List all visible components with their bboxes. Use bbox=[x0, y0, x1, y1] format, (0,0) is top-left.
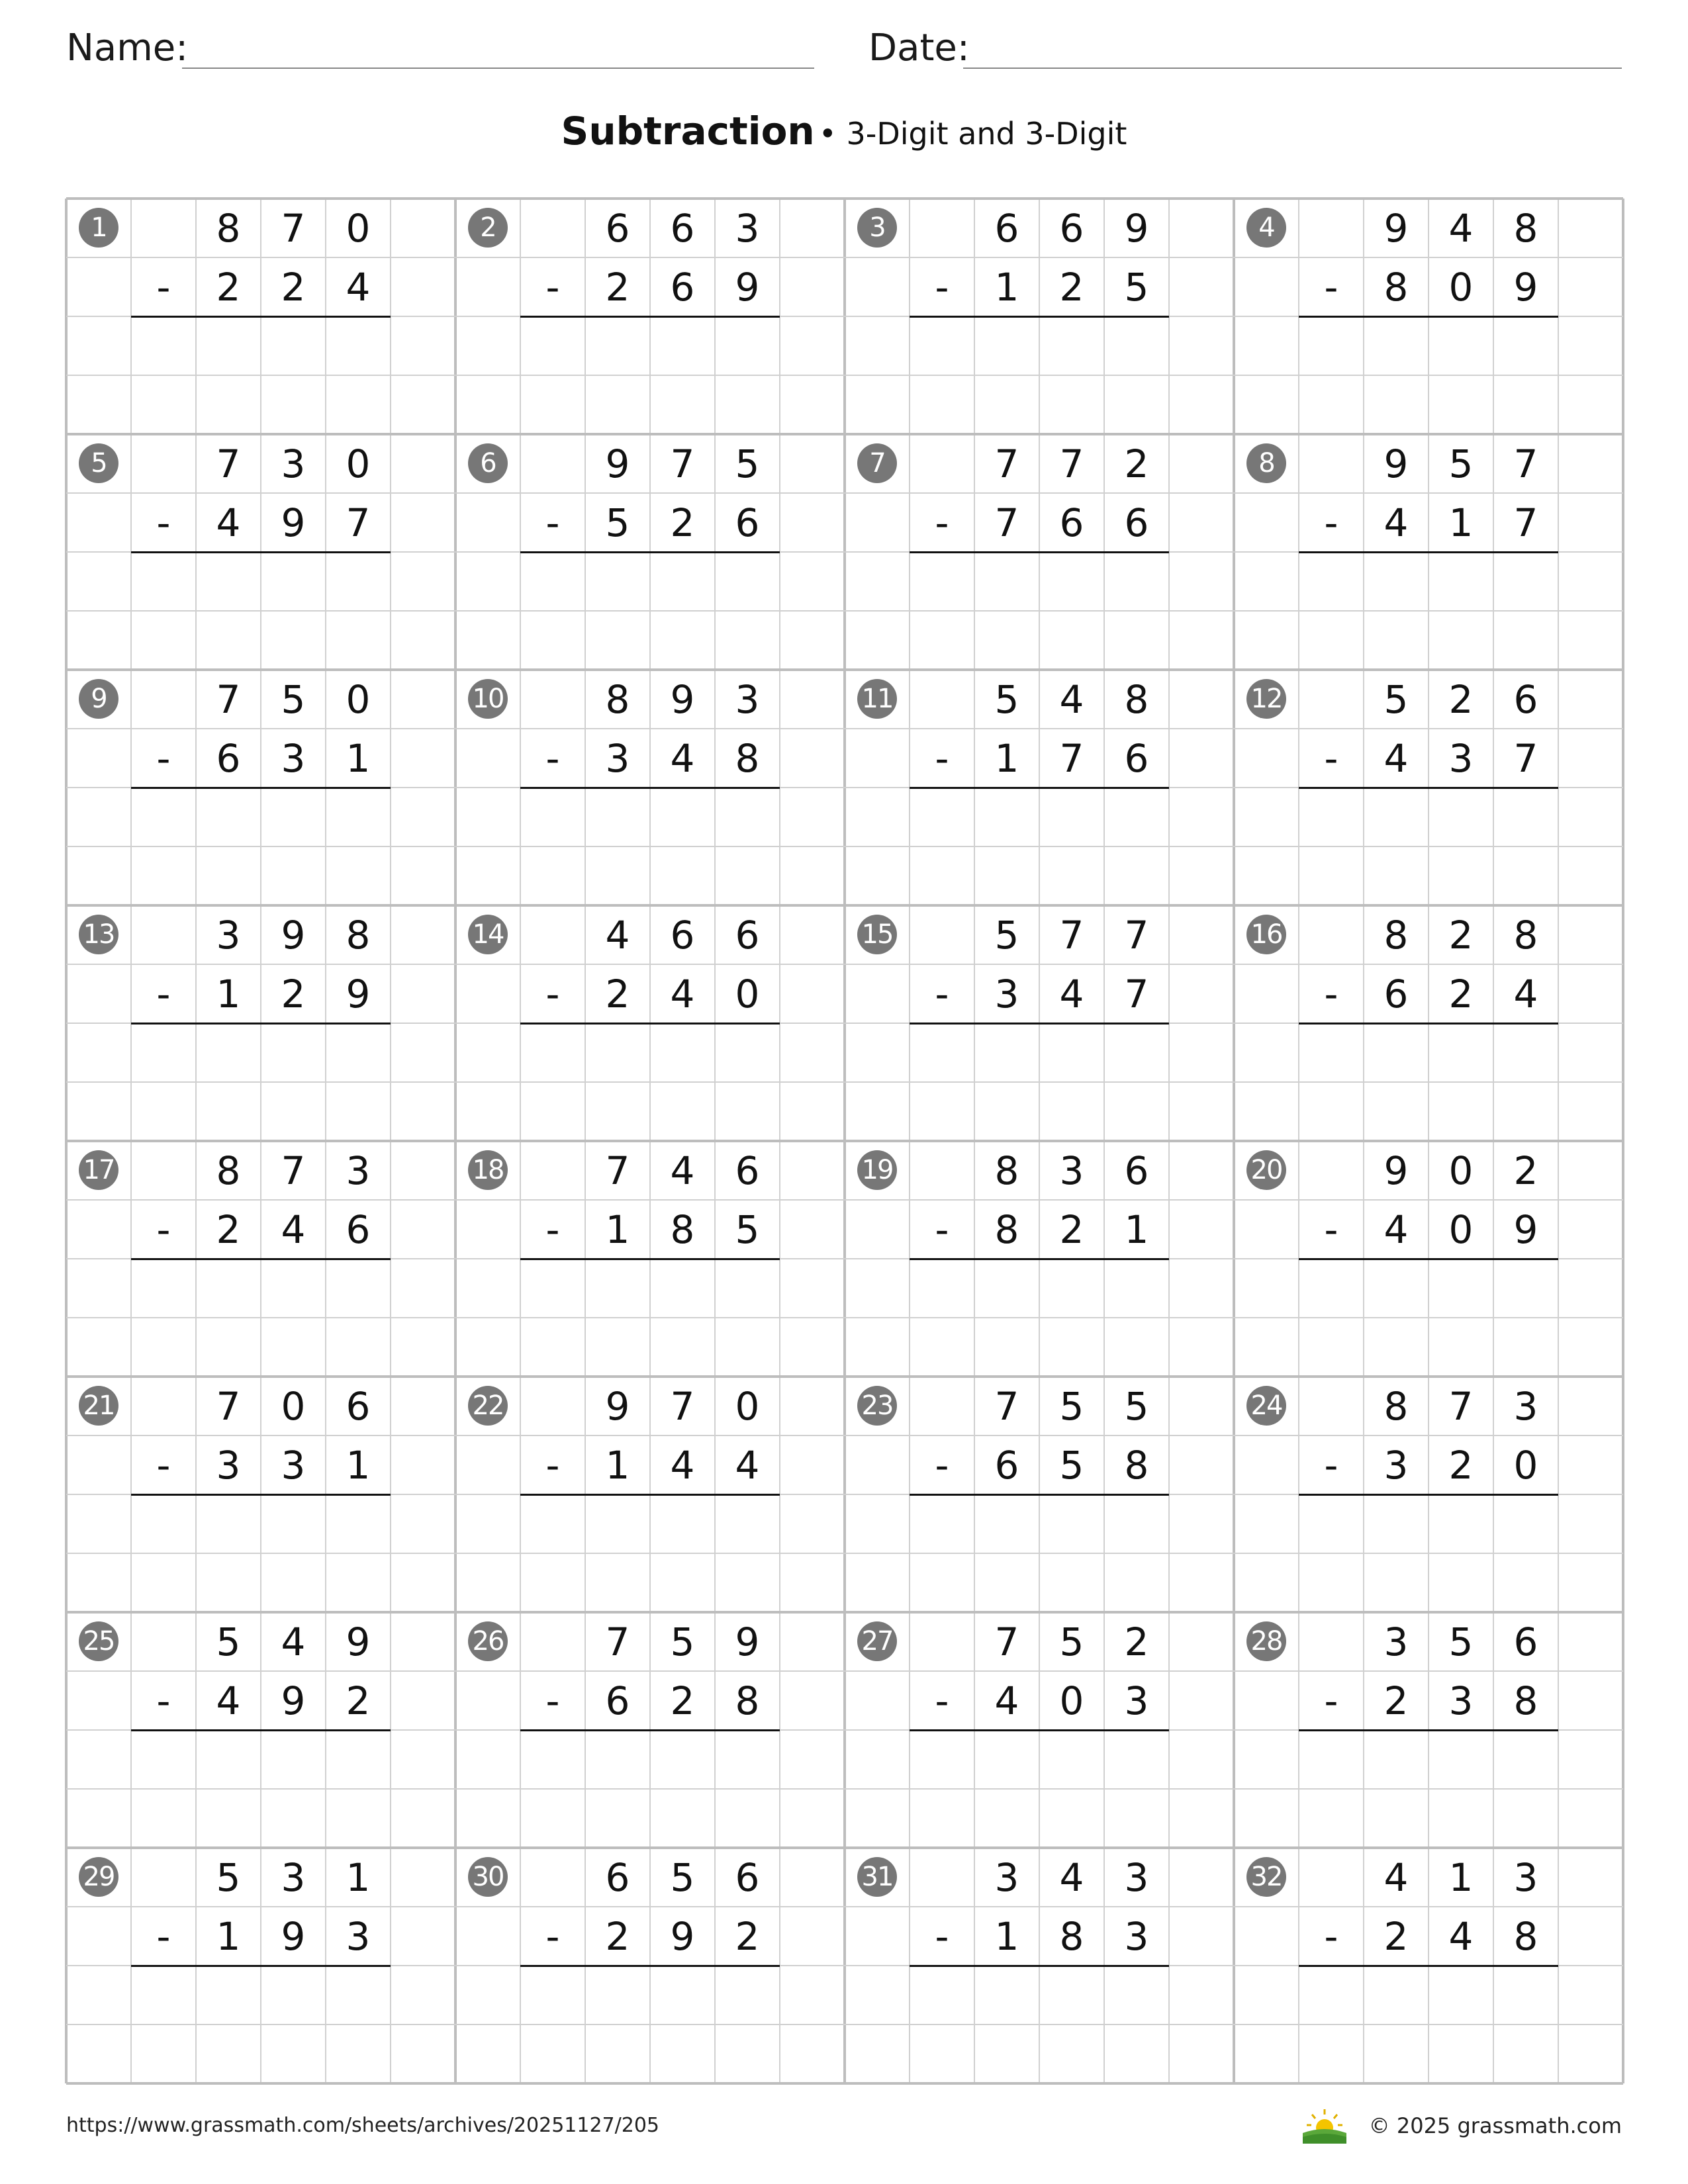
minuend-digit: 6 bbox=[994, 205, 1019, 251]
subtrahend-digit: 5 bbox=[1059, 1442, 1084, 1488]
subtrahend-digit: 5 bbox=[1124, 264, 1149, 310]
subtrahend-digit: 6 bbox=[1059, 500, 1084, 545]
subtrahend-digit: 0 bbox=[1513, 1442, 1538, 1488]
minuend-digit: 3 bbox=[735, 205, 760, 251]
subtrahend-digit: 7 bbox=[1513, 500, 1538, 545]
minus-sign: - bbox=[935, 1678, 949, 1723]
subtrahend-digit: 3 bbox=[1383, 1442, 1409, 1488]
minus-sign: - bbox=[545, 1678, 560, 1723]
subtrahend-digit: 9 bbox=[281, 1678, 306, 1723]
subtrahend-digit: 4 bbox=[735, 1442, 760, 1488]
problem-number-badge: 20 bbox=[1246, 1150, 1286, 1190]
minuend-digit: 7 bbox=[605, 1619, 630, 1664]
minuend-digit: 5 bbox=[670, 1619, 695, 1664]
subtrahend-digit: 0 bbox=[1448, 1206, 1474, 1252]
minus-sign: - bbox=[935, 1206, 949, 1252]
subtrahend-digit: 0 bbox=[735, 971, 760, 1017]
subtrahend-digit: 2 bbox=[670, 500, 695, 545]
minuend-digit: 7 bbox=[994, 441, 1019, 486]
subtrahend-digit: 1 bbox=[994, 735, 1019, 781]
minus-sign: - bbox=[935, 500, 949, 545]
date-label: Date: bbox=[868, 26, 970, 69]
minuend-digit: 9 bbox=[735, 1619, 760, 1664]
minus-sign: - bbox=[545, 264, 560, 310]
subtrahend-digit: 6 bbox=[216, 735, 241, 781]
title-subtitle: • 3-Digit and 3-Digit bbox=[818, 116, 1127, 152]
subtrahend-digit: 1 bbox=[994, 264, 1019, 310]
answer-line bbox=[1299, 1729, 1558, 1731]
minuend-digit: 1 bbox=[1448, 1854, 1474, 1900]
minus-sign: - bbox=[545, 1442, 560, 1488]
subtrahend-digit: 5 bbox=[605, 500, 630, 545]
minuend-digit: 5 bbox=[1059, 1619, 1084, 1664]
answer-line bbox=[131, 1494, 391, 1496]
subtrahend-digit: 8 bbox=[994, 1206, 1019, 1252]
minuend-digit: 6 bbox=[346, 1383, 371, 1429]
minuend-digit: 8 bbox=[346, 912, 371, 958]
minuend-digit: 4 bbox=[1383, 1854, 1409, 1900]
answer-line bbox=[910, 1965, 1169, 1967]
answer-line bbox=[910, 787, 1169, 789]
subtrahend-digit: 4 bbox=[1059, 971, 1084, 1017]
subtrahend-digit: 9 bbox=[670, 1913, 695, 1959]
subtrahend-digit: 2 bbox=[1059, 264, 1084, 310]
subtrahend-digit: 1 bbox=[1448, 500, 1474, 545]
problem-number-badge: 15 bbox=[857, 915, 897, 954]
subtrahend-digit: 9 bbox=[281, 500, 306, 545]
minuend-digit: 3 bbox=[1059, 1148, 1084, 1193]
subtrahend-digit: 4 bbox=[670, 971, 695, 1017]
subtrahend-digit: 6 bbox=[735, 500, 760, 545]
subtrahend-digit: 2 bbox=[1059, 1206, 1084, 1252]
subtrahend-digit: 7 bbox=[1124, 971, 1149, 1017]
minuend-digit: 4 bbox=[281, 1619, 306, 1664]
problem-number-badge: 6 bbox=[468, 443, 508, 483]
subtrahend-digit: 2 bbox=[281, 971, 306, 1017]
minuend-digit: 5 bbox=[216, 1854, 241, 1900]
problem-number-badge: 29 bbox=[79, 1857, 118, 1897]
minuend-digit: 2 bbox=[1124, 441, 1149, 486]
problem-number-badge: 8 bbox=[1246, 443, 1286, 483]
answer-line bbox=[131, 1023, 391, 1024]
subtrahend-digit: 4 bbox=[670, 735, 695, 781]
problem-number-badge: 23 bbox=[857, 1386, 897, 1426]
minuend-digit: 5 bbox=[1448, 1619, 1474, 1664]
subtrahend-digit: 8 bbox=[735, 1678, 760, 1723]
subtrahend-digit: 2 bbox=[605, 1913, 630, 1959]
minuend-digit: 5 bbox=[1124, 1383, 1149, 1429]
minus-sign: - bbox=[1324, 735, 1338, 781]
minus-sign: - bbox=[1324, 971, 1338, 1017]
minuend-digit: 6 bbox=[735, 1148, 760, 1193]
problem-number-badge: 14 bbox=[468, 915, 508, 954]
subtrahend-digit: 2 bbox=[605, 971, 630, 1017]
answer-line bbox=[520, 551, 780, 553]
minuend-digit: 6 bbox=[1059, 205, 1084, 251]
answer-line bbox=[910, 1023, 1169, 1024]
subtrahend-digit: 3 bbox=[346, 1913, 371, 1959]
problem-number-badge: 31 bbox=[857, 1857, 897, 1897]
minus-sign: - bbox=[935, 1442, 949, 1488]
minuend-digit: 7 bbox=[670, 1383, 695, 1429]
subtrahend-digit: 8 bbox=[1059, 1913, 1084, 1959]
minuend-digit: 5 bbox=[735, 441, 760, 486]
subtrahend-digit: 7 bbox=[346, 500, 371, 545]
minuend-digit: 3 bbox=[1513, 1854, 1538, 1900]
minuend-digit: 7 bbox=[1059, 912, 1084, 958]
minuend-digit: 8 bbox=[1383, 912, 1409, 958]
subtrahend-digit: 2 bbox=[670, 1678, 695, 1723]
minus-sign: - bbox=[156, 500, 171, 545]
problem-number-badge: 13 bbox=[79, 915, 118, 954]
minuend-digit: 6 bbox=[605, 205, 630, 251]
minuend-digit: 0 bbox=[346, 441, 371, 486]
minuend-digit: 0 bbox=[735, 1383, 760, 1429]
minuend-digit: 8 bbox=[1383, 1383, 1409, 1429]
minus-sign: - bbox=[935, 1913, 949, 1959]
minuend-digit: 7 bbox=[281, 205, 306, 251]
minuend-digit: 3 bbox=[1124, 1854, 1149, 1900]
answer-line bbox=[520, 1258, 780, 1260]
answer-line bbox=[131, 1965, 391, 1967]
problem-number-badge: 30 bbox=[468, 1857, 508, 1897]
subtrahend-digit: 5 bbox=[735, 1206, 760, 1252]
minus-sign: - bbox=[545, 500, 560, 545]
answer-line bbox=[520, 1023, 780, 1024]
minuend-digit: 9 bbox=[1383, 441, 1409, 486]
footer-brand bbox=[1301, 2108, 1622, 2144]
minuend-digit: 4 bbox=[1059, 676, 1084, 722]
problem-number-badge: 32 bbox=[1246, 1857, 1286, 1897]
minuend-digit: 8 bbox=[216, 205, 241, 251]
answer-line bbox=[131, 787, 391, 789]
minuend-digit: 8 bbox=[605, 676, 630, 722]
minuend-digit: 2 bbox=[1124, 1619, 1149, 1664]
subtrahend-digit: 2 bbox=[346, 1678, 371, 1723]
subtrahend-digit: 6 bbox=[605, 1678, 630, 1723]
minuend-digit: 6 bbox=[735, 912, 760, 958]
minus-sign: - bbox=[156, 1442, 171, 1488]
subtrahend-digit: 2 bbox=[1383, 1913, 1409, 1959]
subtrahend-digit: 4 bbox=[216, 500, 241, 545]
subtrahend-digit: 1 bbox=[605, 1442, 630, 1488]
answer-line bbox=[520, 1494, 780, 1496]
minuend-digit: 6 bbox=[670, 205, 695, 251]
problem-number-badge: 28 bbox=[1246, 1621, 1286, 1661]
answer-line bbox=[131, 316, 391, 318]
minuend-digit: 6 bbox=[605, 1854, 630, 1900]
problem-number-badge: 18 bbox=[468, 1150, 508, 1190]
minuend-digit: 0 bbox=[346, 676, 371, 722]
minus-sign: - bbox=[1324, 264, 1338, 310]
subtrahend-digit: 8 bbox=[1513, 1678, 1538, 1723]
minuend-digit: 9 bbox=[605, 1383, 630, 1429]
minuend-digit: 4 bbox=[1059, 1854, 1084, 1900]
minuend-digit: 9 bbox=[1383, 1148, 1409, 1193]
answer-line bbox=[1299, 1494, 1558, 1496]
subtrahend-digit: 4 bbox=[1448, 1913, 1474, 1959]
minuend-digit: 0 bbox=[346, 205, 371, 251]
subtrahend-digit: 8 bbox=[735, 735, 760, 781]
minus-sign: - bbox=[156, 264, 171, 310]
minuend-digit: 3 bbox=[281, 1854, 306, 1900]
minuend-digit: 8 bbox=[994, 1148, 1019, 1193]
answer-line bbox=[910, 1494, 1169, 1496]
minuend-digit: 0 bbox=[281, 1383, 306, 1429]
subtrahend-digit: 4 bbox=[216, 1678, 241, 1723]
problem-number-badge: 11 bbox=[857, 679, 897, 719]
sun-over-grass-icon bbox=[1301, 2108, 1348, 2144]
problem-number-badge: 3 bbox=[857, 208, 897, 248]
answer-line bbox=[910, 316, 1169, 318]
subtrahend-digit: 6 bbox=[1124, 735, 1149, 781]
minus-sign: - bbox=[935, 735, 949, 781]
answer-line bbox=[1299, 787, 1558, 789]
subtrahend-digit: 9 bbox=[735, 264, 760, 310]
answer-line bbox=[520, 1965, 780, 1967]
minuend-digit: 5 bbox=[281, 676, 306, 722]
subtrahend-digit: 6 bbox=[346, 1206, 371, 1252]
minuend-digit: 2 bbox=[1513, 1148, 1538, 1193]
subtrahend-digit: 2 bbox=[1448, 1442, 1474, 1488]
subtrahend-digit: 9 bbox=[346, 971, 371, 1017]
minuend-digit: 9 bbox=[670, 676, 695, 722]
answer-line bbox=[910, 551, 1169, 553]
answer-line bbox=[910, 1258, 1169, 1260]
subtrahend-digit: 3 bbox=[281, 1442, 306, 1488]
answer-line bbox=[520, 787, 780, 789]
answer-line bbox=[131, 1729, 391, 1731]
footer-url: https://www.grassmath.com/sheets/archives/20251127/205 bbox=[66, 2114, 660, 2137]
minuend-digit: 9 bbox=[1383, 205, 1409, 251]
minuend-digit: 6 bbox=[735, 1854, 760, 1900]
minuend-digit: 7 bbox=[1513, 441, 1538, 486]
subtrahend-digit: 3 bbox=[1124, 1678, 1149, 1723]
title-main: Subtraction bbox=[561, 109, 815, 154]
problem-number-badge: 16 bbox=[1246, 915, 1286, 954]
minuend-digit: 7 bbox=[670, 441, 695, 486]
answer-line bbox=[131, 551, 391, 553]
minus-sign: - bbox=[935, 971, 949, 1017]
minuend-digit: 7 bbox=[994, 1383, 1019, 1429]
minuend-digit: 4 bbox=[1448, 205, 1474, 251]
subtrahend-digit: 8 bbox=[670, 1206, 695, 1252]
problem-number-badge: 22 bbox=[468, 1386, 508, 1426]
subtrahend-digit: 4 bbox=[1513, 971, 1538, 1017]
minuend-digit: 9 bbox=[1124, 205, 1149, 251]
answer-line bbox=[131, 1258, 391, 1260]
subtrahend-digit: 7 bbox=[994, 500, 1019, 545]
subtrahend-digit: 1 bbox=[346, 735, 371, 781]
minuend-digit: 7 bbox=[994, 1619, 1019, 1664]
answer-line bbox=[520, 316, 780, 318]
minuend-digit: 3 bbox=[1383, 1619, 1409, 1664]
subtrahend-digit: 0 bbox=[1059, 1678, 1084, 1723]
minus-sign: - bbox=[1324, 1678, 1338, 1723]
subtrahend-digit: 2 bbox=[1448, 971, 1474, 1017]
problem-number-badge: 21 bbox=[79, 1386, 118, 1426]
subtrahend-digit: 9 bbox=[1513, 264, 1538, 310]
subtrahend-digit: 2 bbox=[216, 264, 241, 310]
subtrahend-digit: 8 bbox=[1383, 264, 1409, 310]
subtrahend-digit: 3 bbox=[281, 735, 306, 781]
problem-number-badge: 7 bbox=[857, 443, 897, 483]
subtrahend-digit: 6 bbox=[1124, 500, 1149, 545]
subtrahend-digit: 0 bbox=[1448, 264, 1474, 310]
problem-number-badge: 27 bbox=[857, 1621, 897, 1661]
minuend-digit: 4 bbox=[605, 912, 630, 958]
minuend-digit: 5 bbox=[216, 1619, 241, 1664]
minus-sign: - bbox=[156, 1913, 171, 1959]
answer-line bbox=[910, 1729, 1169, 1731]
subtrahend-digit: 4 bbox=[1383, 1206, 1409, 1252]
subtrahend-digit: 2 bbox=[605, 264, 630, 310]
subtrahend-digit: 3 bbox=[216, 1442, 241, 1488]
problem-number-badge: 25 bbox=[79, 1621, 118, 1661]
name-label: Name: bbox=[66, 26, 189, 69]
subtrahend-digit: 8 bbox=[1124, 1442, 1149, 1488]
minus-sign: - bbox=[156, 1206, 171, 1252]
subtrahend-digit: 6 bbox=[994, 1442, 1019, 1488]
problem-number-badge: 24 bbox=[1246, 1386, 1286, 1426]
minuend-digit: 0 bbox=[1448, 1148, 1474, 1193]
minus-sign: - bbox=[545, 1913, 560, 1959]
answer-line bbox=[520, 1729, 780, 1731]
subtrahend-digit: 1 bbox=[216, 1913, 241, 1959]
subtrahend-digit: 9 bbox=[281, 1913, 306, 1959]
subtrahend-digit: 4 bbox=[1383, 500, 1409, 545]
minus-sign: - bbox=[545, 1206, 560, 1252]
subtrahend-digit: 6 bbox=[1383, 971, 1409, 1017]
minuend-digit: 6 bbox=[1513, 676, 1538, 722]
subtrahend-digit: 2 bbox=[735, 1913, 760, 1959]
minuend-digit: 6 bbox=[1513, 1619, 1538, 1664]
minuend-digit: 7 bbox=[1448, 1383, 1474, 1429]
subtrahend-digit: 1 bbox=[1124, 1206, 1149, 1252]
minus-sign: - bbox=[545, 735, 560, 781]
minuend-digit: 8 bbox=[1513, 912, 1538, 958]
subtrahend-digit: 9 bbox=[1513, 1206, 1538, 1252]
minuend-digit: 6 bbox=[670, 912, 695, 958]
minuend-digit: 9 bbox=[605, 441, 630, 486]
subtrahend-digit: 2 bbox=[281, 264, 306, 310]
subtrahend-digit: 4 bbox=[994, 1678, 1019, 1723]
problem-number-badge: 5 bbox=[79, 443, 118, 483]
minuend-digit: 7 bbox=[605, 1148, 630, 1193]
subtrahend-digit: 2 bbox=[216, 1206, 241, 1252]
subtrahend-digit: 8 bbox=[1513, 1913, 1538, 1959]
subtrahend-digit: 4 bbox=[670, 1442, 695, 1488]
problem-number-badge: 26 bbox=[468, 1621, 508, 1661]
subtrahend-digit: 1 bbox=[216, 971, 241, 1017]
problem-number-badge: 2 bbox=[468, 208, 508, 248]
minus-sign: - bbox=[1324, 1442, 1338, 1488]
minuend-digit: 7 bbox=[1059, 441, 1084, 486]
answer-line bbox=[1299, 316, 1558, 318]
subtrahend-digit: 4 bbox=[1383, 735, 1409, 781]
problem-number-badge: 17 bbox=[79, 1150, 118, 1190]
problem-number-badge: 9 bbox=[79, 679, 118, 719]
minuend-digit: 8 bbox=[1513, 205, 1538, 251]
subtrahend-digit: 4 bbox=[346, 264, 371, 310]
minuend-digit: 5 bbox=[1383, 676, 1409, 722]
minuend-digit: 4 bbox=[670, 1148, 695, 1193]
subtrahend-digit: 3 bbox=[1448, 1678, 1474, 1723]
subtrahend-digit: 1 bbox=[346, 1442, 371, 1488]
subtrahend-digit: 7 bbox=[1059, 735, 1084, 781]
subtrahend-digit: 3 bbox=[1124, 1913, 1149, 1959]
minuend-digit: 5 bbox=[994, 676, 1019, 722]
subtrahend-digit: 3 bbox=[994, 971, 1019, 1017]
minuend-digit: 3 bbox=[735, 676, 760, 722]
minuend-digit: 3 bbox=[346, 1148, 371, 1193]
footer-copyright: © 2025 grassmath.com bbox=[1368, 2113, 1622, 2138]
minuend-digit: 8 bbox=[1124, 676, 1149, 722]
minuend-digit: 7 bbox=[216, 1383, 241, 1429]
minuend-digit: 9 bbox=[346, 1619, 371, 1664]
subtrahend-digit: 7 bbox=[1513, 735, 1538, 781]
answer-line bbox=[1299, 551, 1558, 553]
minuend-digit: 2 bbox=[1448, 912, 1474, 958]
subtrahend-digit: 3 bbox=[605, 735, 630, 781]
minuend-digit: 5 bbox=[1448, 441, 1474, 486]
minuend-digit: 7 bbox=[216, 676, 241, 722]
minus-sign: - bbox=[545, 971, 560, 1017]
problem-number-badge: 19 bbox=[857, 1150, 897, 1190]
minuend-digit: 7 bbox=[216, 441, 241, 486]
minuend-digit: 9 bbox=[281, 912, 306, 958]
answer-line bbox=[1299, 1965, 1558, 1967]
minuend-digit: 5 bbox=[994, 912, 1019, 958]
minuend-digit: 8 bbox=[216, 1148, 241, 1193]
minus-sign: - bbox=[156, 1678, 171, 1723]
subtrahend-digit: 1 bbox=[994, 1913, 1019, 1959]
subtrahend-digit: 6 bbox=[670, 264, 695, 310]
minuend-digit: 3 bbox=[994, 1854, 1019, 1900]
subtrahend-digit: 3 bbox=[1448, 735, 1474, 781]
minuend-digit: 3 bbox=[216, 912, 241, 958]
problem-number-badge: 10 bbox=[468, 679, 508, 719]
problem-number-badge: 4 bbox=[1246, 208, 1286, 248]
minus-sign: - bbox=[156, 735, 171, 781]
minuend-digit: 1 bbox=[346, 1854, 371, 1900]
minuend-digit: 3 bbox=[281, 441, 306, 486]
minus-sign: - bbox=[935, 264, 949, 310]
minuend-digit: 2 bbox=[1448, 676, 1474, 722]
minuend-digit: 6 bbox=[1124, 1148, 1149, 1193]
minus-sign: - bbox=[1324, 1206, 1338, 1252]
minus-sign: - bbox=[1324, 1913, 1338, 1959]
subtrahend-digit: 2 bbox=[1383, 1678, 1409, 1723]
problem-number-badge: 1 bbox=[79, 208, 118, 248]
minuend-digit: 7 bbox=[1124, 912, 1149, 958]
problem-number-badge: 12 bbox=[1246, 679, 1286, 719]
minuend-digit: 3 bbox=[1513, 1383, 1538, 1429]
minuend-digit: 7 bbox=[281, 1148, 306, 1193]
minus-sign: - bbox=[1324, 500, 1338, 545]
answer-line bbox=[1299, 1023, 1558, 1024]
minuend-digit: 5 bbox=[670, 1854, 695, 1900]
subtrahend-digit: 4 bbox=[281, 1206, 306, 1252]
subtrahend-digit: 1 bbox=[605, 1206, 630, 1252]
minus-sign: - bbox=[156, 971, 171, 1017]
minuend-digit: 5 bbox=[1059, 1383, 1084, 1429]
answer-line bbox=[1299, 1258, 1558, 1260]
